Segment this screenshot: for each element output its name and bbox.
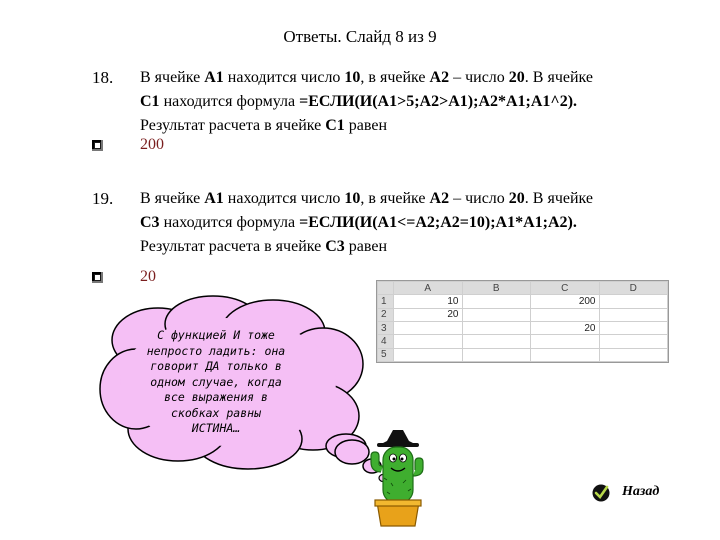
row-header: 3	[378, 321, 394, 334]
cloud-line: непросто ладить: она	[146, 343, 286, 358]
cell-c3: 20	[531, 321, 600, 334]
back-link[interactable]: Назад	[622, 484, 660, 499]
cloud-line: С функцией И тоже	[157, 328, 275, 342]
row-header: 2	[378, 308, 394, 321]
question-number-19: 19.	[92, 189, 114, 208]
cloud-line: говорит ДА только в	[150, 359, 282, 373]
cell-a1: 10	[394, 295, 463, 308]
column-header: D	[599, 282, 668, 295]
row-header: 1	[378, 295, 394, 308]
cloud-line: одном случае, когда	[150, 374, 282, 389]
cloud-text	[127, 328, 305, 437]
question-line: C1 находится формула =ЕСЛИ(И(A1>5;A2>A1);A2*A1;A1^2).	[140, 93, 578, 110]
cactus-illustration	[363, 428, 433, 528]
question-line: В ячейке A1 находится число 10, в ячейке A2 – число 20. В ячейке	[140, 190, 594, 207]
column-header: C	[531, 282, 600, 295]
column-header: B	[462, 282, 531, 295]
cloud-line: все выражения в	[164, 390, 268, 404]
cell-a2: 20	[394, 308, 463, 321]
cell-c1: 200	[531, 295, 600, 308]
question-line: Результат расчета в ячейке C3 равен	[140, 238, 388, 255]
question-line: В ячейке A1 находится число 10, в ячейке A2 – число 20. В ячейке	[140, 69, 594, 86]
question-number-18: 18.	[92, 68, 114, 87]
question-line: C3 находится формула =ЕСЛИ(И(A1<=A2;A2=10);A1*A1;A2).	[140, 214, 577, 231]
answer-19: 20	[140, 268, 156, 285]
cloud-line: скобках равны	[170, 405, 261, 420]
slide-title: Ответы. Слайд 8 из 9	[283, 27, 437, 46]
answer-18: 200	[140, 136, 164, 153]
row-header: 5	[378, 348, 394, 361]
check-circle-icon[interactable]	[591, 483, 611, 503]
cloud-line: ИСТИНА…	[191, 421, 241, 435]
column-header: A	[394, 282, 463, 295]
question-line: Результат расчета в ячейке C1 равен	[140, 117, 388, 134]
row-header: 4	[378, 335, 394, 348]
